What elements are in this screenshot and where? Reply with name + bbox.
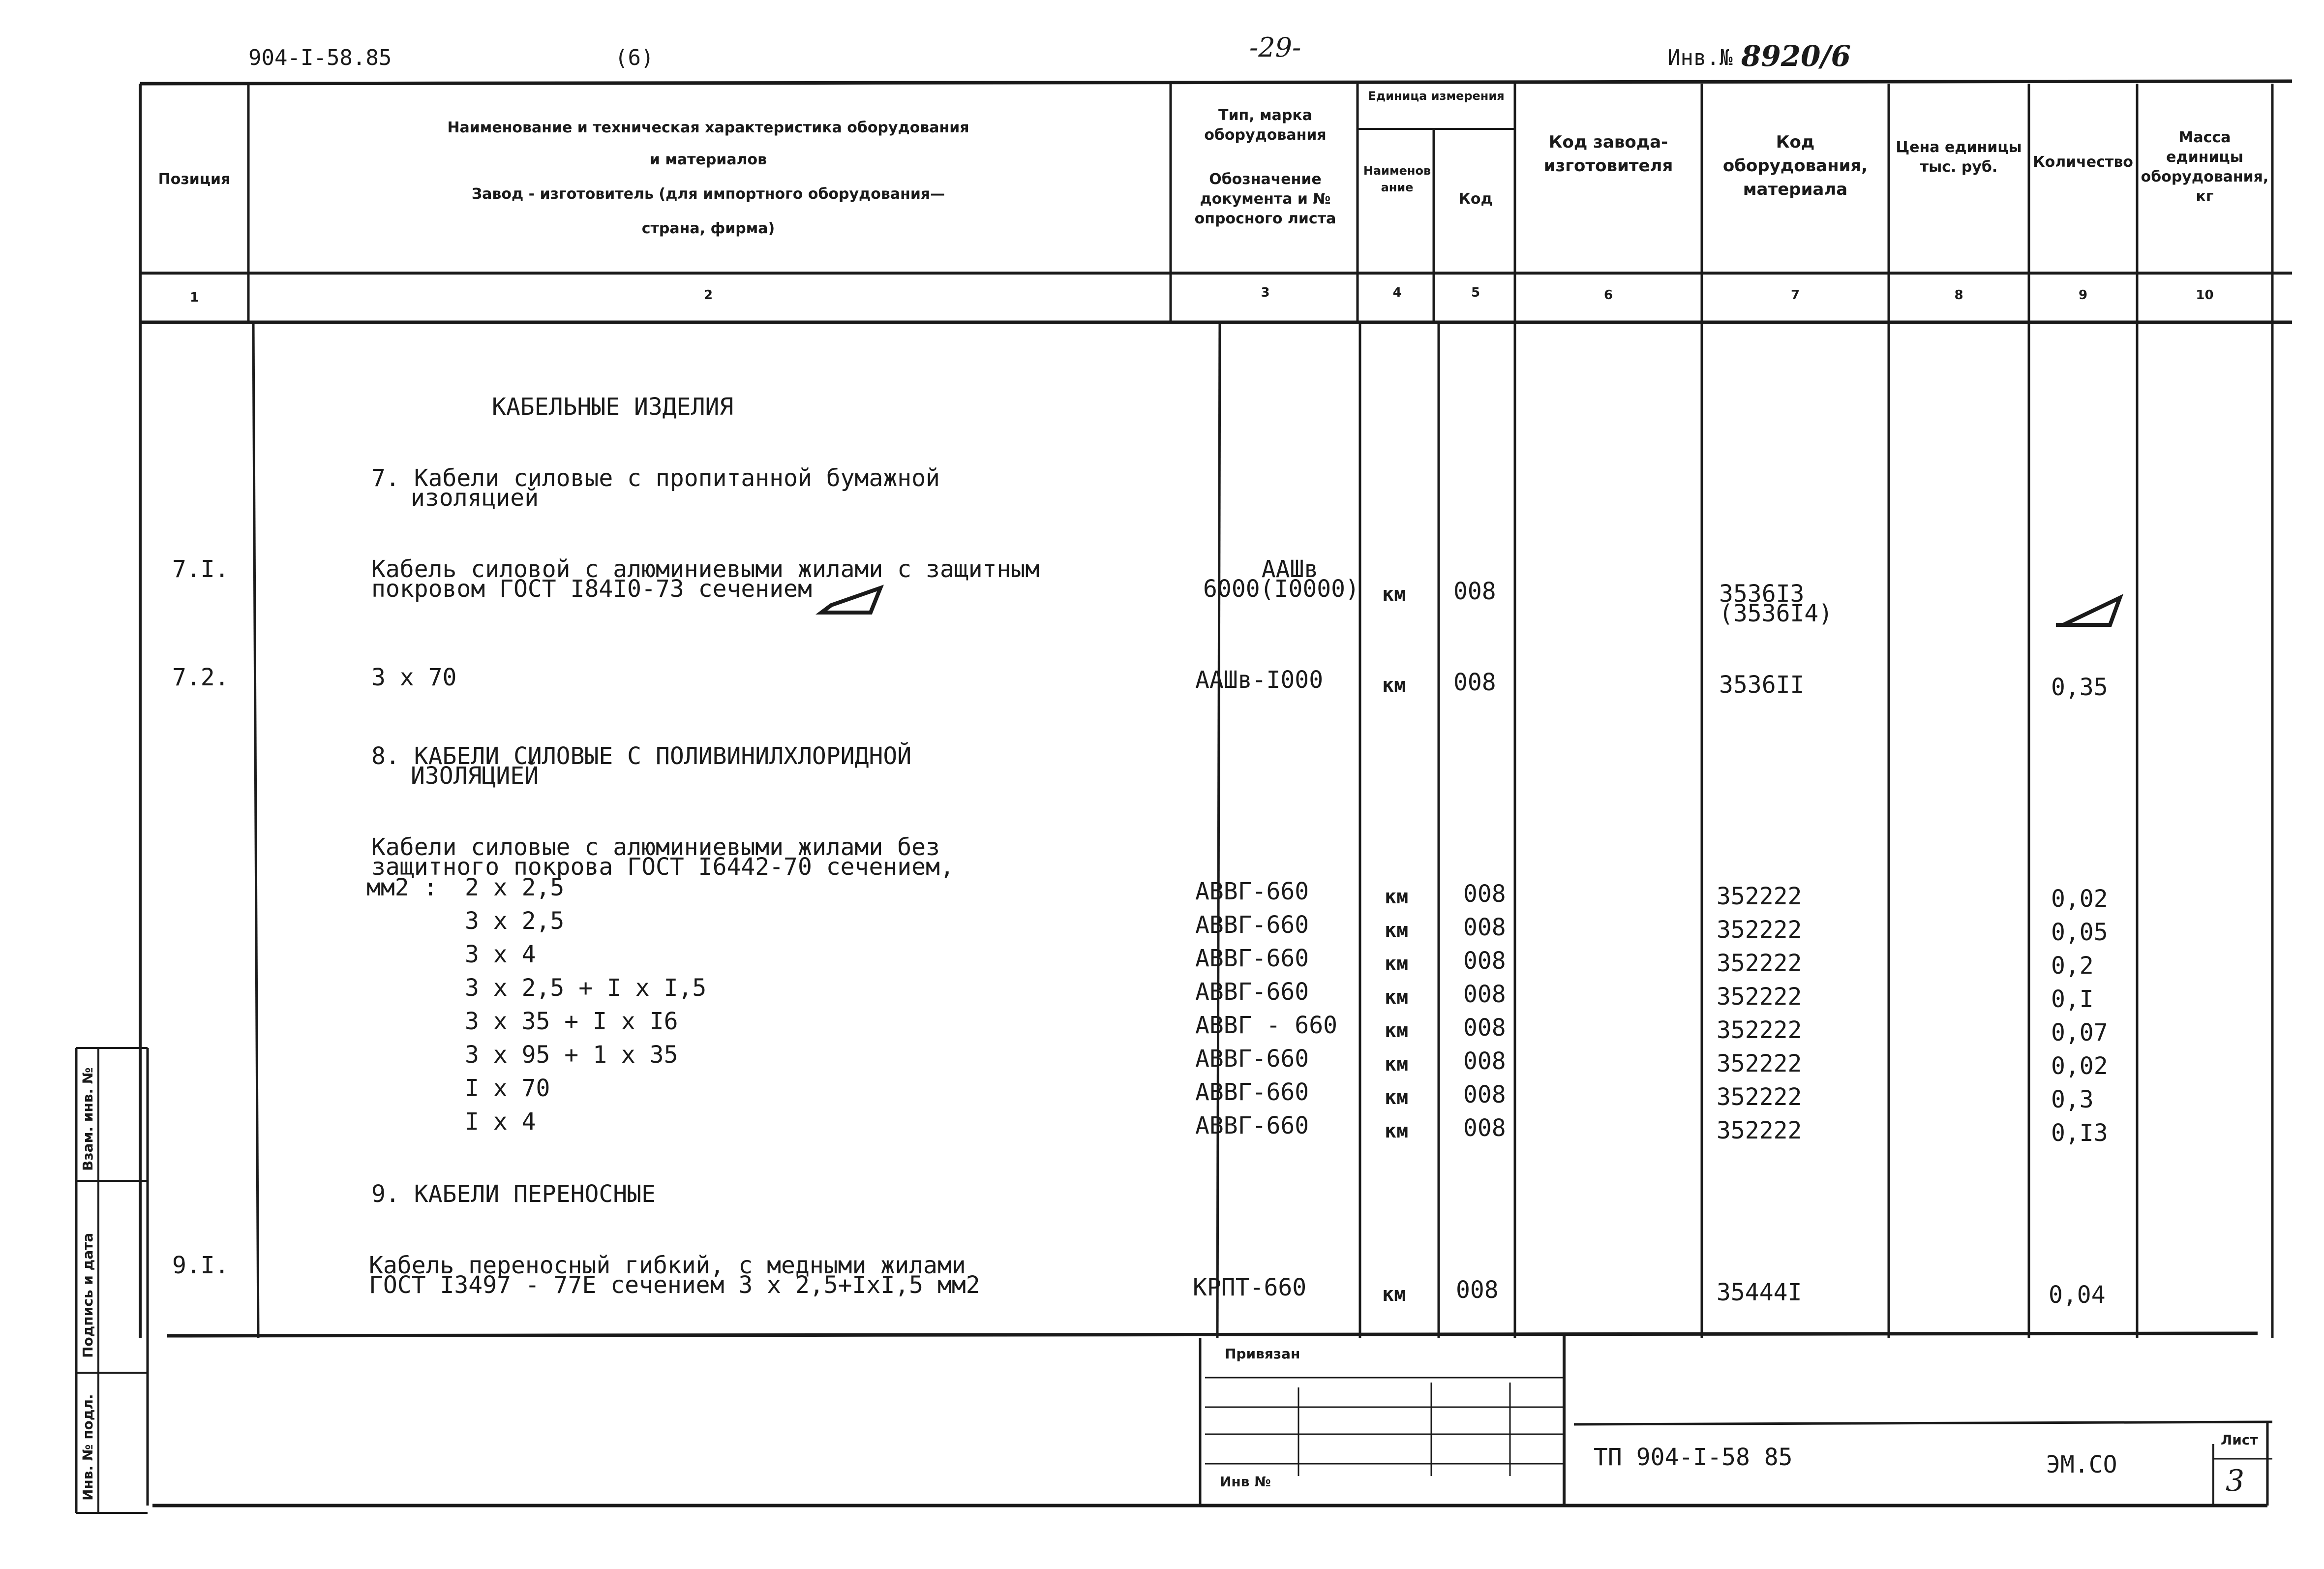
s8-row-4-unit-code: 008 — [1463, 981, 1506, 1008]
side-label-signature-date: Подпись и дата — [80, 1232, 96, 1358]
row-9-1-quantity: 0,04 — [2049, 1281, 2106, 1309]
header-position: Позиция — [158, 171, 231, 188]
s8-row-2-type: АВВГ-660 — [1195, 911, 1309, 939]
s8-row-1-unit-code: 008 — [1463, 880, 1506, 908]
section-8-title: 8. КАБЕЛИ СИЛОВЫЕ С ПОЛИВИНИЛХЛОРИДНОЙ — [371, 742, 912, 770]
header-material-code: Код оборудования, материала — [1722, 132, 1868, 199]
s8-row-3-size: 3 x 4 — [465, 941, 536, 968]
row-9-1-desc: Кабель переносный гибкий, с медными жилами — [369, 1252, 966, 1279]
stamp-mark: ЭМ.СО — [2046, 1451, 2117, 1478]
column-number-4: 4 — [1392, 285, 1402, 300]
side-label-inv-original: Инв. № подл. — [80, 1394, 96, 1501]
header-price: Цена единицы тыс. руб. — [1896, 139, 2022, 176]
s8-row-2-quantity: 0,05 — [2051, 919, 2108, 946]
header-unit-group: Единица измерения — [1368, 89, 1505, 103]
header-type: Тип, марка оборудования — [1204, 107, 1327, 144]
row-9-1-desc-cont: ГОСТ I3497 - 77Е сечением 3 x 2,5+IxI,5 мм2 — [369, 1271, 980, 1299]
s8-row-2-unit-code: 008 — [1463, 914, 1506, 941]
section-8-desc-cont: защитного покрова ГОСТ I6442-70 сечением, — [371, 853, 954, 881]
s8-row-8-unit: км — [1385, 1120, 1409, 1142]
sheet-index: (6) — [615, 45, 654, 70]
s8-row-7-type: АВВГ-660 — [1195, 1078, 1309, 1106]
s8-row-6-unit: км — [1385, 1053, 1409, 1076]
header-name-line1: Наименование и техническая характеристика оборудования — [447, 119, 969, 136]
section-title: КАБЕЛЬНЫЕ ИЗДЕЛИЯ — [492, 393, 734, 421]
s8-row-2-size: 3 x 2,5 — [465, 907, 565, 935]
column-number-10: 10 — [2196, 288, 2214, 303]
s8-row-5-code: 352222 — [1717, 1016, 1802, 1044]
row-7-1-unit-code: 008 — [1453, 578, 1496, 605]
s8-row-3-unit: км — [1385, 953, 1409, 975]
s8-row-1-unit: км — [1385, 886, 1409, 908]
s8-row-6-size: 3 x 95 + 1 x 35 — [465, 1041, 678, 1069]
header-name-line4: страна, фирма) — [641, 220, 775, 237]
s8-row-1-size: 2 x 2,5 — [465, 874, 565, 901]
section-9-title: 9. КАБЕЛИ ПЕРЕНОСНЫЕ — [371, 1180, 656, 1208]
stamp-document-code: ТП 904-I-58 85 — [1594, 1444, 1793, 1471]
s8-row-5-unit: км — [1385, 1019, 1409, 1042]
inv-label: Инв.№ — [1667, 45, 1733, 70]
inv-number: 8920/6 — [1741, 39, 1851, 73]
stamp-sheet-number: 3 — [2226, 1464, 2245, 1498]
header-name-line2: и материалов — [649, 151, 767, 168]
s8-row-4-code: 352222 — [1717, 983, 1802, 1011]
s8-row-5-quantity: 0,07 — [2051, 1019, 2108, 1046]
s8-row-3-unit-code: 008 — [1463, 947, 1506, 975]
s8-row-6-code: 352222 — [1717, 1050, 1802, 1077]
stamp-bound-label: Привязан — [1225, 1346, 1300, 1362]
s8-row-1-code: 352222 — [1717, 883, 1802, 910]
page-number: -29- — [1249, 32, 1301, 63]
row-7-1-desc: Кабель силовой с алюминиевыми жилами с защитным — [371, 555, 1040, 583]
stamp-sheet-label: Лист — [2221, 1432, 2258, 1448]
s8-row-6-type: АВВГ-660 — [1195, 1045, 1309, 1073]
s8-row-5-unit-code: 008 — [1463, 1014, 1506, 1042]
s8-row-7-quantity: 0,3 — [2051, 1086, 2094, 1113]
s8-row-5-size: 3 x 35 + I x I6 — [465, 1008, 678, 1035]
header-mass: Масса единицы оборудования, кг — [2141, 129, 2269, 205]
document-code-top: 904-I-58.85 — [248, 45, 392, 70]
stamp-inv-label: Инв № — [1220, 1474, 1271, 1490]
column-number-8: 8 — [1954, 288, 1963, 303]
s8-row-6-quantity: 0,02 — [2051, 1052, 2108, 1080]
s8-row-4-size: 3 x 2,5 + I x I,5 — [465, 974, 707, 1002]
header-document: Обозначение документа и № опросного листа — [1194, 171, 1336, 227]
s8-row-4-unit: км — [1385, 986, 1409, 1009]
s8-row-7-size: I x 70 — [465, 1075, 550, 1102]
column-number-2: 2 — [703, 288, 713, 303]
section-7-title: 7. Кабели силовые с пропитанной бумажной — [371, 464, 940, 492]
header-name-line3: Завод - изготовитель (для импортного оборудования— — [471, 185, 945, 203]
s8-row-7-code: 352222 — [1717, 1083, 1802, 1111]
s8-row-7-unit-code: 008 — [1463, 1081, 1506, 1108]
header-unit-code: Код — [1458, 190, 1493, 208]
row-7-2-unit-code: 008 — [1453, 669, 1496, 696]
side-label-replaced-inv: Взам. инв. № — [80, 1067, 96, 1171]
row-7-1-code: 3536I3 — [1719, 580, 1805, 608]
s8-row-8-unit-code: 008 — [1463, 1114, 1506, 1142]
header-manufacturer-code: Код завода-изготовителя — [1543, 132, 1673, 176]
s8-row-3-type: АВВГ-660 — [1195, 945, 1309, 972]
row-7-1-position: 7.I. — [172, 555, 229, 583]
row-7-2-code: 3536II — [1719, 671, 1805, 699]
s8-row-2-code: 352222 — [1717, 916, 1802, 944]
column-number-9: 9 — [2078, 288, 2088, 303]
row-9-1-type: КРПТ-660 — [1193, 1274, 1307, 1301]
row-7-1-type-cont: 6000(I0000) — [1203, 575, 1359, 603]
row-9-1-unit-code: 008 — [1456, 1276, 1499, 1304]
row-7-2-type: ААШв-I000 — [1195, 666, 1324, 694]
row-9-1-code: 35444I — [1717, 1279, 1802, 1306]
column-number-5: 5 — [1471, 285, 1480, 300]
s8-row-8-size: I x 4 — [465, 1108, 536, 1136]
row-7-1-unit: км — [1382, 583, 1406, 606]
s8-row-6-unit-code: 008 — [1463, 1047, 1506, 1075]
s8-row-4-quantity: 0,I — [2051, 985, 2094, 1013]
s8-row-4-type: АВВГ-660 — [1195, 978, 1309, 1006]
s8-row-8-type: АВВГ-660 — [1195, 1112, 1309, 1139]
column-number-3: 3 — [1261, 285, 1270, 300]
section-8-title-cont: ИЗОЛЯЦИЕЙ — [411, 762, 539, 790]
s8-row-8-quantity: 0,I3 — [2051, 1119, 2108, 1147]
row-7-1-desc-cont: покровом ГОСТ I84I0-73 сечением — [371, 575, 812, 603]
s8-row-2-unit: км — [1385, 919, 1409, 942]
section-7-title-cont: изоляцией — [411, 484, 539, 512]
s8-row-5-type: АВВГ - 660 — [1195, 1012, 1337, 1039]
row-7-2-desc: 3 x 70 — [371, 664, 457, 691]
row-7-2-position: 7.2. — [172, 664, 229, 691]
row-7-2-quantity: 0,35 — [2051, 674, 2108, 701]
row-7-2-unit: км — [1382, 674, 1406, 697]
s8-row-8-code: 352222 — [1717, 1117, 1802, 1144]
column-number-7: 7 — [1790, 288, 1800, 303]
row-7-1-code-alt: (3536I4) — [1719, 600, 1833, 627]
s8-row-1-quantity: 0,02 — [2051, 885, 2108, 913]
row-9-1-position: 9.I. — [172, 1252, 229, 1279]
column-number-1: 1 — [189, 290, 199, 305]
row-9-1-unit: км — [1382, 1283, 1406, 1306]
column-number-6: 6 — [1603, 288, 1613, 303]
header-quantity: Количество — [2033, 154, 2133, 171]
s8-row-3-quantity: 0,2 — [2051, 952, 2094, 980]
section-8-unit-label: мм2 : — [366, 874, 438, 901]
row-7-1-type: ААШв — [1261, 555, 1319, 583]
header-unit-name: Наименование — [1363, 164, 1431, 194]
section-8-desc: Кабели силовые с алюминиевыми жилами без — [371, 833, 940, 861]
s8-row-3-code: 352222 — [1717, 950, 1802, 977]
s8-row-7-unit: км — [1385, 1086, 1409, 1109]
s8-row-1-type: АВВГ-660 — [1195, 878, 1309, 905]
